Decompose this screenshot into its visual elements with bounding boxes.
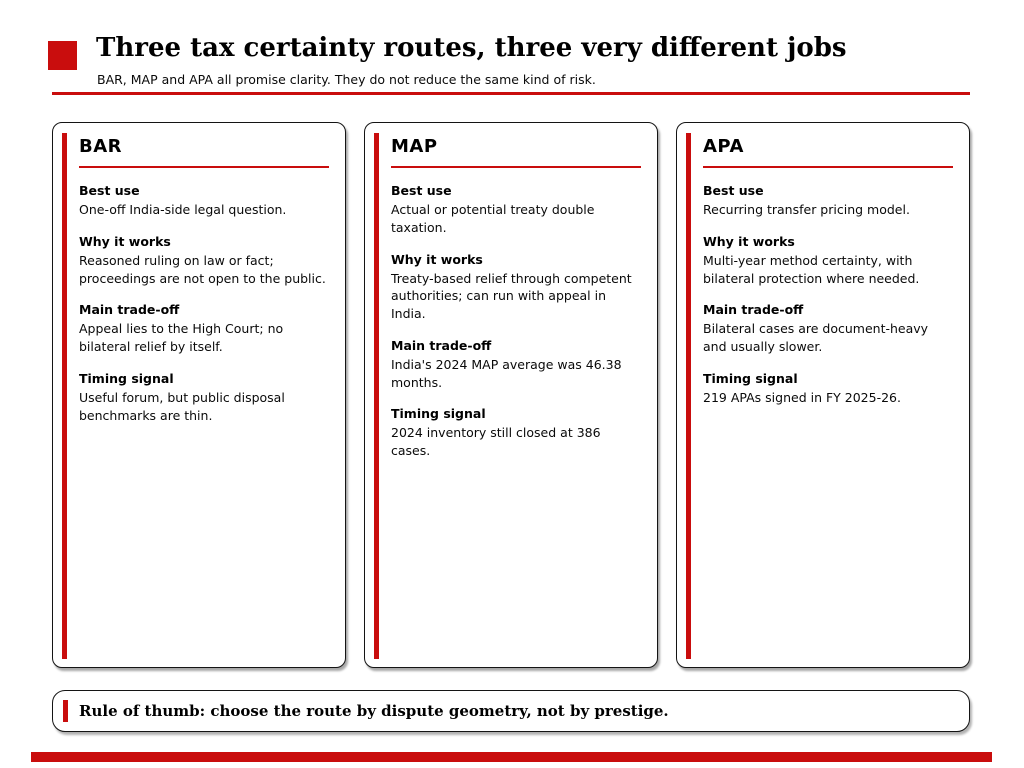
section-heading: Best use bbox=[79, 183, 140, 198]
card-content bbox=[79, 136, 329, 424]
page-subtitle: BAR, MAP and APA all promise clarity. They do not reduce the same kind of risk. bbox=[97, 72, 596, 87]
card-title-rule bbox=[79, 166, 329, 168]
section-body: Actual or potential treaty double taxation. bbox=[391, 202, 595, 235]
card-map bbox=[364, 122, 658, 668]
section-body: 219 APAs signed in FY 2025-26. bbox=[703, 389, 901, 405]
card-content bbox=[703, 136, 953, 407]
section-body: Reasoned ruling on law or fact; proceedings are not open to the public. bbox=[79, 252, 326, 286]
header-rule bbox=[52, 92, 970, 95]
section-body: Appeal lies to the High Court; no bilateral relief by itself. bbox=[79, 321, 284, 354]
section-heading: Timing signal bbox=[703, 370, 798, 386]
card-accent-bar bbox=[686, 133, 691, 659]
rule-of-thumb-box bbox=[52, 690, 970, 732]
card-title: APA bbox=[703, 136, 744, 157]
section-heading: Best use bbox=[703, 183, 764, 198]
bottom-accent-bar bbox=[31, 752, 992, 762]
section-heading: Why it works bbox=[703, 233, 795, 249]
section-heading: Timing signal bbox=[79, 370, 174, 386]
section-heading: Why it works bbox=[391, 251, 483, 267]
card-content bbox=[391, 136, 641, 460]
section-heading: Best use bbox=[391, 183, 452, 198]
card-apa bbox=[676, 122, 970, 668]
section-body: 2024 inventory still closed at 386 cases. bbox=[391, 425, 601, 458]
rule-of-thumb-text: Rule of thumb: choose the route by dispute geometry, not by prestige. bbox=[79, 702, 669, 720]
cards-row bbox=[52, 122, 970, 668]
section-body: Multi-year method certainty, with bilateral protection where needed. bbox=[703, 252, 920, 286]
title-accent-square-icon bbox=[48, 41, 77, 70]
section-heading: Timing signal bbox=[391, 406, 486, 422]
card-title: MAP bbox=[391, 136, 438, 157]
section-heading: Why it works bbox=[79, 233, 171, 249]
section-body: Recurring transfer pricing model. bbox=[703, 202, 910, 217]
section-body: India's 2024 MAP average was 46.38 months. bbox=[391, 356, 622, 390]
section-body: One-off India-side legal question. bbox=[79, 202, 287, 217]
section-heading: Main trade-off bbox=[391, 337, 492, 353]
section-heading: Main trade-off bbox=[703, 302, 804, 318]
rule-of-thumb-accent-tick bbox=[63, 700, 68, 722]
section-body: Bilateral cases are document-heavy and usually slower. bbox=[703, 321, 929, 354]
section-heading: Main trade-off bbox=[79, 302, 180, 318]
card-title: BAR bbox=[79, 136, 123, 157]
section-body: Useful forum, but public disposal benchmarks are thin. bbox=[79, 389, 285, 423]
card-title-rule bbox=[391, 166, 641, 168]
section-body: Treaty-based relief through competent authorities; can run with appeal in India. bbox=[391, 270, 632, 321]
card-title-rule bbox=[703, 166, 953, 168]
card-bar bbox=[52, 122, 346, 668]
page-title: Three tax certainty routes, three very different jobs bbox=[96, 33, 847, 63]
card-accent-bar bbox=[62, 133, 67, 659]
card-accent-bar bbox=[374, 133, 379, 659]
